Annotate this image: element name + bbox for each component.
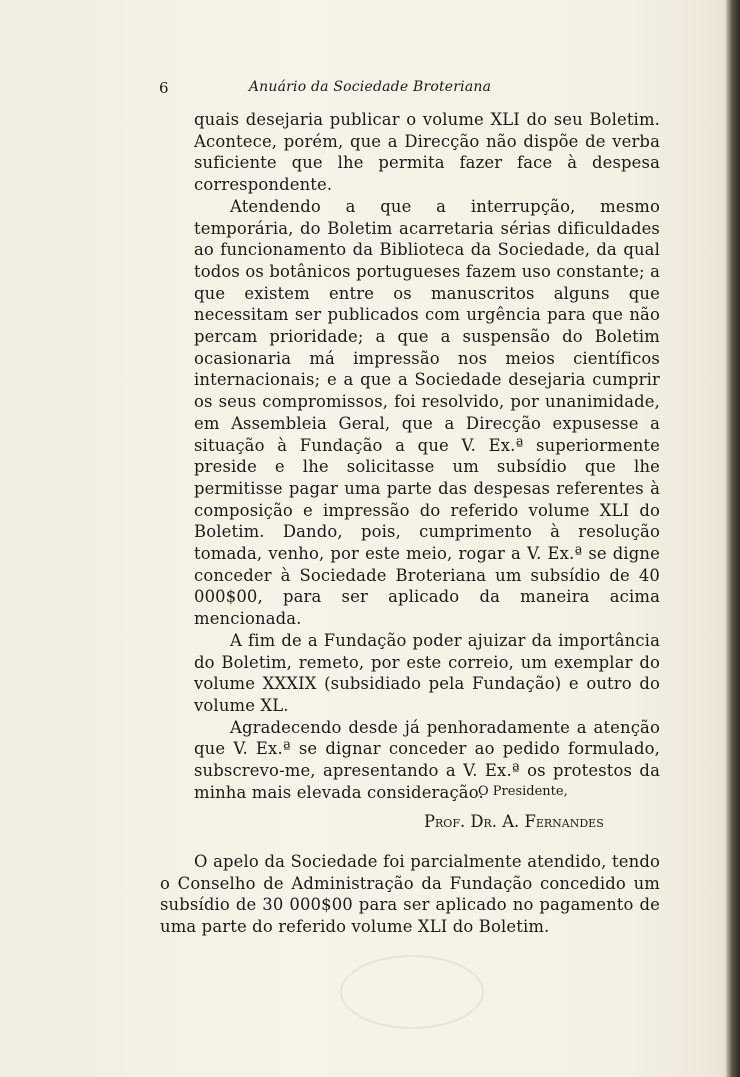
running-head: Anuário da Sociedade Broteriana: [248, 79, 492, 95]
signature-name: [424, 812, 604, 831]
signature-title: O Presidente,: [478, 784, 568, 799]
signature-name-text: Prof. Dr. A. Fernandes: [424, 812, 604, 831]
letter-body: [194, 109, 660, 804]
faint-stamp-bleedthrough: [340, 955, 484, 1029]
letter-paragraph-3: A fim de a Fundação poder ajuizar da importância do Boletim, remeto, por este correio, um exemplar do volume XXXIX (subsidiado pela Fundação) e outro do volume XL.: [194, 630, 660, 715]
closing-text: [160, 851, 660, 938]
page-edge: [726, 0, 740, 1077]
letter-paragraph-2: Atendendo a que a interrupção, mesmo temporária, do Boletim acarretaria sérias dificuldades ao funcionamento da Biblioteca da Sociedade, da qual todos os botânicos portugueses fazem uso constante; a que existem entre os manuscritos alguns que necessitam ser publicados com urgência para que não percam prioridade; a que a suspensão do Boletim ocasionaria má impressão nos meios científicos internacionais; e a que a Sociedade desejaria cumprir os seus compromissos, foi resolvido, por unanimidade, em Assembleia Geral, que a Direcção expusesse a situação à Fundação a que V. Ex.ª superiormente preside e lhe solicitasse um subsídio que lhe permitisse pagar uma parte das despesas referentes à composição e impressão do referido volume XLI do Boletim. Dando, pois, cumprimento à resolução tomada, venho, por este meio, rogar a V. Ex.ª se digne conceder à Sociedade Broteriana um subsídio de 40 000$00, para ser aplicado da maneira acima mencionada.: [194, 196, 660, 629]
letter-paragraph-4: Agradecendo desde já penhoradamente a atenção que V. Ex.ª se dignar conceder ao pedido formulado, subscrevo-me, apresentando a V. Ex.ª os protestos da minha mais elevada consideração.: [194, 717, 660, 802]
closing-paragraph: O apelo da Sociedade foi parcialmente atendido, tendo o Conselho de Administração da Fundação concedido um subsídio de 30 000$00 para ser aplicado no pagamento de uma parte do referido volume XLI do Boletim.: [160, 852, 660, 937]
letter-paragraph-1: quais desejaria publicar o volume XLI do seu Boletim. Acontece, porém, que a Direcção não dispõe de verba suficiente que lhe permita fazer face à despesa correspondente.: [194, 110, 660, 195]
page-number: 6: [159, 79, 169, 97]
